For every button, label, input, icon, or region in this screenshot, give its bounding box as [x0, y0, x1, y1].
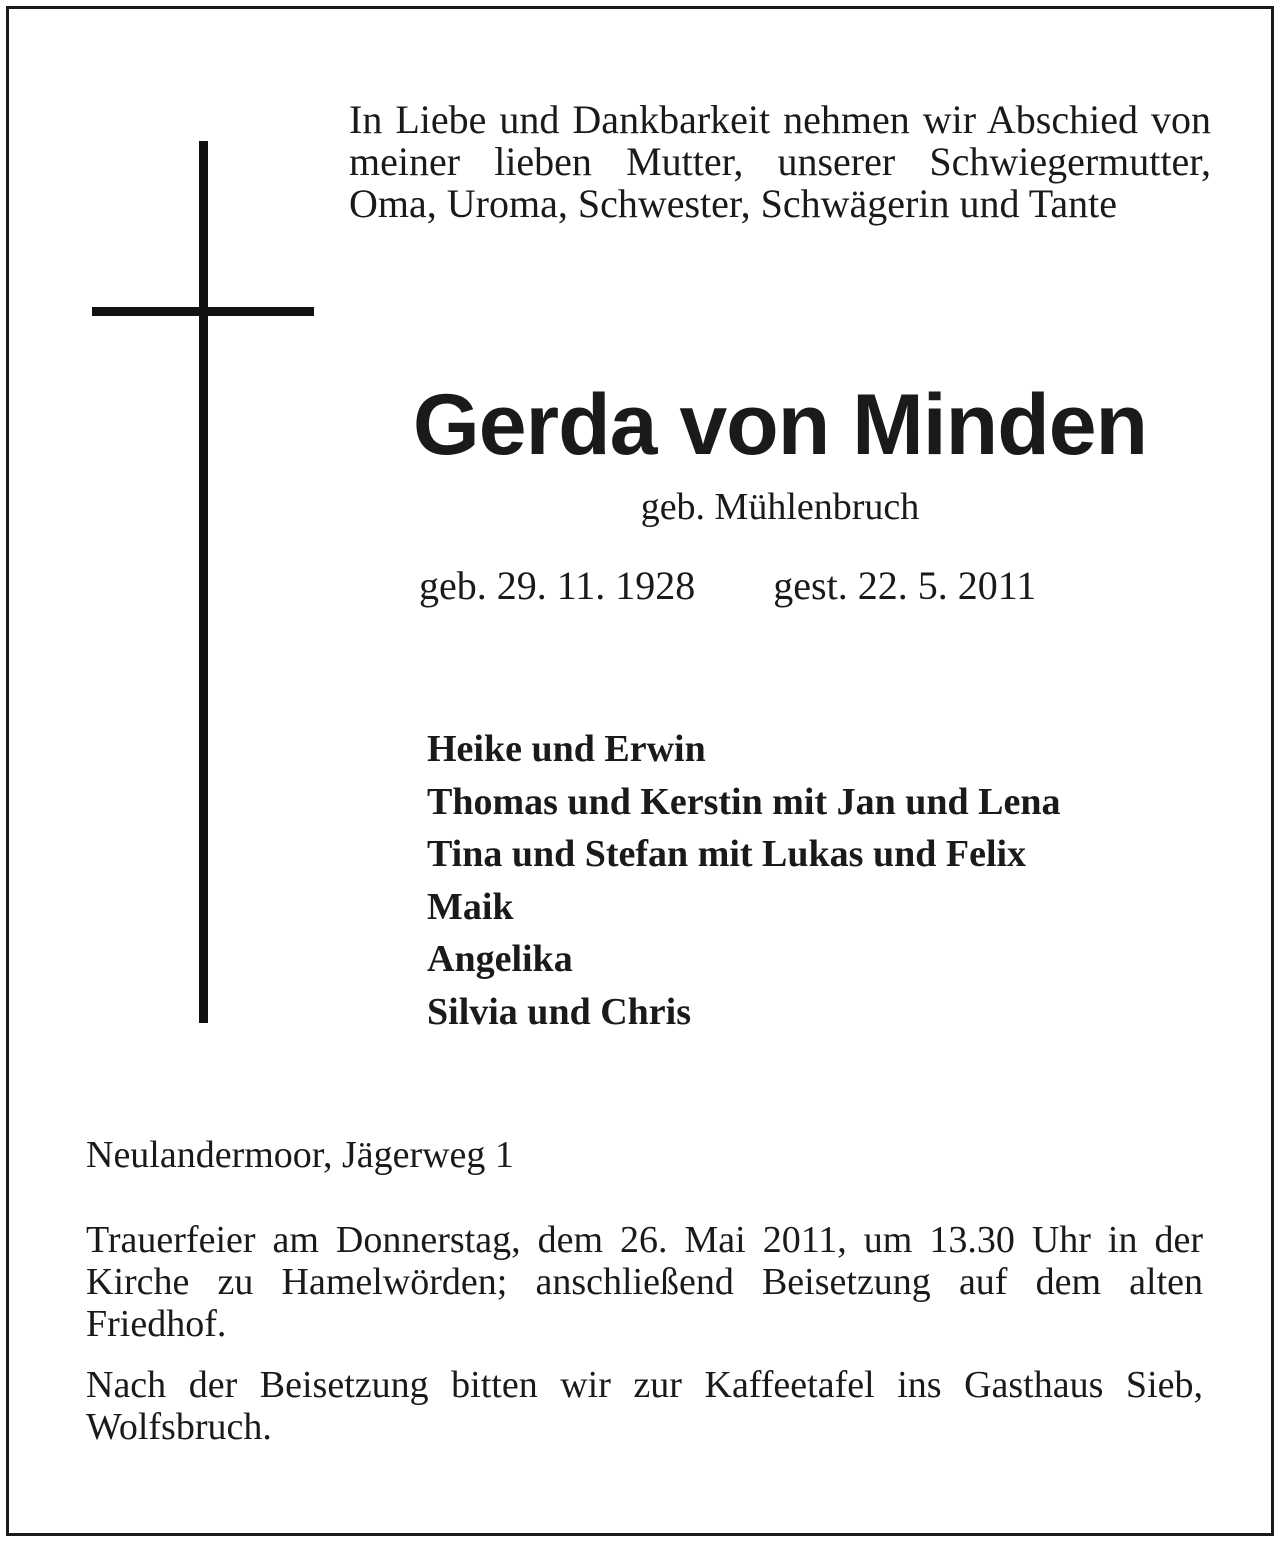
intro-paragraph: In Liebe und Dankbarkeit nehmen wir Abschied von meiner lieben Mutter, unserer Schwiegermutter, Oma, Uroma, Schwester, Schwägerin und Tante [349, 97, 1211, 226]
death-date: gest. 22. 5. 2011 [773, 563, 1037, 608]
life-dates [419, 563, 1179, 609]
intro-text [349, 99, 1211, 225]
cross-horizontal-beam [92, 307, 314, 316]
funeral-paragraph: Trauerfeier am Donnerstag, dem 26. Mai 2011, um 13.30 Uhr in der Kirche zu Hamelwörden; anschließend Beisetzung auf dem alten Friedhof. [86, 1219, 1203, 1345]
birth-date: geb. 29. 11. 1928 [419, 563, 696, 608]
cross-vertical-beam [199, 141, 208, 1023]
funeral-info [86, 1219, 1203, 1345]
mourner-line: Angelika [427, 938, 573, 980]
deceased-name: Gerda von Minden [412, 377, 1148, 473]
mourner-line: Maik [427, 885, 514, 928]
reception-info [86, 1364, 1203, 1448]
address: Neulandermoor, Jägerweg 1 [86, 1134, 514, 1176]
mourners-list [427, 723, 1247, 1038]
reception-paragraph: Nach der Beisetzung bitten wir zur Kaffeetafel ins Gasthaus Sieb, Wolfsbruch. [86, 1364, 1203, 1448]
mourner-line: Silvia und Chris [427, 990, 691, 1033]
obituary-notice [6, 6, 1274, 1536]
mourner-line: Tina und Stefan mit Lukas und Felix [427, 833, 1027, 875]
mourner-line: Thomas und Kerstin mit Jan und Lena [427, 780, 1061, 823]
maiden-name: geb. Mühlenbruch [640, 486, 920, 528]
mourner-line: Heike und Erwin [427, 728, 706, 770]
